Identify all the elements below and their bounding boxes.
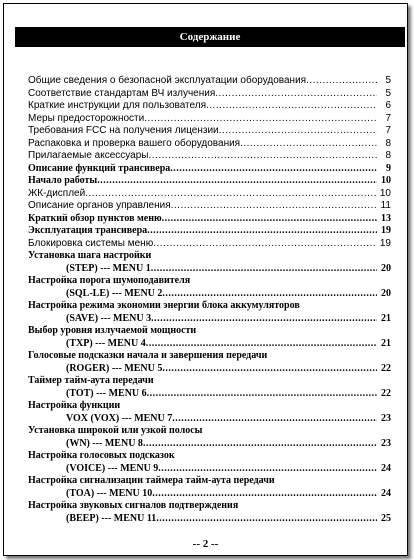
toc-entry bbox=[28, 163, 391, 176]
toc-dot-leader bbox=[171, 200, 377, 213]
toc-entry bbox=[28, 125, 391, 138]
toc-entry bbox=[28, 250, 391, 263]
toc-entry bbox=[28, 363, 391, 376]
toc-entry bbox=[28, 475, 391, 488]
toc-dot-leader bbox=[162, 363, 377, 376]
toc-dot-leader bbox=[156, 513, 377, 526]
toc-entry-title: Распаковка и проверка вашего оборудования bbox=[28, 137, 241, 149]
toc-entry-page: 21 bbox=[381, 312, 391, 324]
toc-entry-title: Таймер тайм-аута передачи bbox=[28, 375, 154, 386]
toc-entry-page: 20 bbox=[381, 287, 391, 299]
toc-entry-title: Выбор уровня излучаемой мощности bbox=[28, 325, 197, 336]
toc-dot-leader bbox=[240, 138, 377, 151]
toc-entry bbox=[28, 238, 391, 251]
toc-entry-title: Описание функций трансивера bbox=[28, 162, 171, 174]
toc-entry-page: 6 bbox=[385, 100, 391, 111]
toc-entry-title: Установка шага настройки bbox=[28, 250, 152, 261]
toc-entry-title: Настройка режима экономии энергии блока аккумуляторов bbox=[28, 300, 300, 311]
toc-entry-page: 19 bbox=[379, 237, 391, 249]
toc-entry-title: Меры предосторожности bbox=[28, 112, 145, 124]
toc-entry bbox=[28, 100, 391, 113]
toc-entry-title: Настройка голосовых подсказок bbox=[28, 450, 175, 461]
toc-entry-title: Установка широкой или узкой полосы bbox=[28, 425, 203, 436]
toc-entry-page: 7 bbox=[385, 112, 391, 124]
toc-entry-title: Блокировка системы меню bbox=[28, 237, 154, 249]
toc-dot-leader bbox=[146, 338, 377, 351]
toc-entry-page: 19 bbox=[381, 225, 391, 236]
toc-dot-leader bbox=[147, 225, 377, 238]
page-title: Содержание bbox=[15, 27, 405, 47]
toc-entry-title: Начало работы bbox=[28, 175, 98, 186]
toc-entry-title: Требования FCC на получения лицензии bbox=[28, 125, 219, 136]
toc-entry-title: Прилагаемые аксессуары bbox=[28, 150, 149, 161]
toc-entry bbox=[28, 375, 391, 388]
toc-entry bbox=[28, 113, 391, 126]
toc-entry-title: Общие сведения о безопасной эксплуатации оборудования bbox=[28, 75, 307, 86]
toc-entry-page: 20 bbox=[381, 262, 391, 274]
toc-dot-leader bbox=[151, 313, 377, 326]
toc-entry bbox=[28, 188, 391, 201]
toc-entry-title: VOX (VOX) --- MENU 7 bbox=[66, 412, 173, 424]
toc-entry-page: 24 bbox=[381, 487, 391, 499]
toc-entry-page: 22 bbox=[381, 387, 391, 399]
toc-dot-leader bbox=[170, 163, 377, 176]
toc-dot-leader bbox=[152, 488, 377, 501]
toc-dot-leader bbox=[147, 388, 377, 401]
toc-entry-page: 21 bbox=[381, 337, 391, 349]
toc-entry-page: 24 bbox=[381, 462, 391, 474]
toc-dot-leader bbox=[153, 238, 377, 251]
toc-entry-page: 8 bbox=[385, 137, 391, 149]
toc-entry-title: Настройка порога шумоподавителя bbox=[28, 275, 191, 286]
toc-dot-leader bbox=[149, 150, 378, 163]
toc-entry-page: 9 bbox=[386, 162, 391, 174]
toc-dot-leader bbox=[206, 100, 377, 113]
toc-entry-page: 8 bbox=[385, 150, 391, 161]
toc-dot-leader bbox=[162, 213, 377, 226]
toc-entry-title: Голосовые подсказки начала и завершения передачи bbox=[28, 350, 268, 361]
toc-entry bbox=[28, 388, 391, 401]
toc-entry bbox=[28, 400, 391, 413]
toc-entry bbox=[28, 200, 391, 213]
toc-entry bbox=[28, 500, 391, 513]
toc-entry-title: (SQL-LE) --- MENU 2 bbox=[66, 287, 163, 299]
toc-entry-page: 5 bbox=[385, 75, 391, 86]
toc-entry bbox=[28, 488, 391, 501]
toc-entry-page: 7 bbox=[385, 125, 391, 136]
toc-entry bbox=[28, 175, 391, 188]
toc-dot-leader bbox=[219, 125, 377, 138]
toc-dot-leader bbox=[306, 75, 377, 88]
toc-entry bbox=[28, 300, 391, 313]
toc-entry-page: 23 bbox=[381, 437, 391, 449]
toc-entry bbox=[28, 263, 391, 276]
toc-entry bbox=[28, 150, 391, 163]
toc-entry-title: (TOA) --- MENU 10 bbox=[66, 487, 153, 499]
toc-entry bbox=[28, 313, 391, 326]
toc-entry bbox=[28, 350, 391, 363]
toc-entry bbox=[28, 288, 391, 301]
toc-entry-title: (SAVE) --- MENU 3 bbox=[66, 312, 152, 324]
toc-entry bbox=[28, 463, 391, 476]
toc-dot-leader bbox=[144, 113, 377, 126]
toc-entry bbox=[28, 425, 391, 438]
toc-entry bbox=[28, 450, 391, 463]
toc-entry-title: Краткий обзор пунктов меню bbox=[28, 212, 162, 224]
toc-dot-leader bbox=[162, 288, 377, 301]
toc-entry-title: (STEP) --- MENU 1 bbox=[66, 262, 151, 274]
toc-entry bbox=[28, 225, 391, 238]
toc-entry bbox=[28, 338, 391, 351]
toc-entry bbox=[28, 413, 391, 426]
toc-entry bbox=[28, 513, 391, 526]
toc-entry-page: 11 bbox=[380, 200, 391, 211]
toc-entry bbox=[28, 213, 391, 226]
toc-entry bbox=[28, 275, 391, 288]
toc-entry-title: (VOICE) --- MENU 9 bbox=[66, 462, 159, 474]
toc-dot-leader bbox=[215, 88, 377, 101]
toc-entry-title: (TXP) --- MENU 4 bbox=[66, 337, 146, 349]
toc-entry-page: 23 bbox=[381, 412, 391, 424]
toc-entry-title: Настройка сигнализации таймера тайм-аута передачи bbox=[28, 475, 275, 486]
toc-dot-leader bbox=[172, 413, 377, 426]
toc-entry bbox=[28, 88, 391, 101]
toc-entry-page: 22 bbox=[381, 362, 391, 374]
toc-entry bbox=[28, 75, 391, 88]
toc-entry-page: 10 bbox=[379, 187, 391, 199]
toc-entry bbox=[28, 138, 391, 151]
toc-entry-title: Краткие инструкции для пользователя bbox=[28, 100, 206, 111]
toc-entry-title: (WN) --- MENU 8 bbox=[66, 437, 143, 449]
toc-entry-page: 5 bbox=[385, 87, 391, 99]
toc-dot-leader bbox=[158, 463, 377, 476]
toc-entry-page: 13 bbox=[381, 212, 391, 224]
toc-entry bbox=[28, 438, 391, 451]
toc-entry-page: 10 bbox=[381, 175, 391, 186]
toc-entry-title: (TOT) --- MENU 6 bbox=[66, 387, 147, 399]
toc-dot-leader bbox=[151, 263, 377, 276]
toc-entry-title: ЖК-дисплей bbox=[28, 187, 86, 199]
toc-entry-page: 25 bbox=[381, 512, 391, 524]
toc-entry bbox=[28, 325, 391, 338]
toc-entry-title: (ROGER) --- MENU 5 bbox=[66, 362, 163, 374]
toc-entry-title: Эксплуатация трансивера bbox=[28, 225, 148, 236]
toc-entry-title: Описание органов управления bbox=[28, 200, 171, 211]
toc-entry-title: Настройка функции bbox=[28, 400, 121, 411]
toc-dot-leader bbox=[97, 175, 377, 188]
document-page bbox=[3, 3, 408, 556]
toc-dot-leader bbox=[143, 438, 377, 451]
toc-entry-title: Соответствие стандартам ВЧ излучения bbox=[28, 87, 216, 99]
toc-entry-title: Настройка звуковых сигналов подтверждения bbox=[28, 500, 239, 511]
table-of-contents bbox=[28, 75, 391, 525]
toc-entry-title: (BEEP) --- MENU 11 bbox=[66, 512, 157, 524]
page-number: -- 2 -- bbox=[192, 538, 219, 550]
toc-dot-leader bbox=[85, 188, 377, 201]
